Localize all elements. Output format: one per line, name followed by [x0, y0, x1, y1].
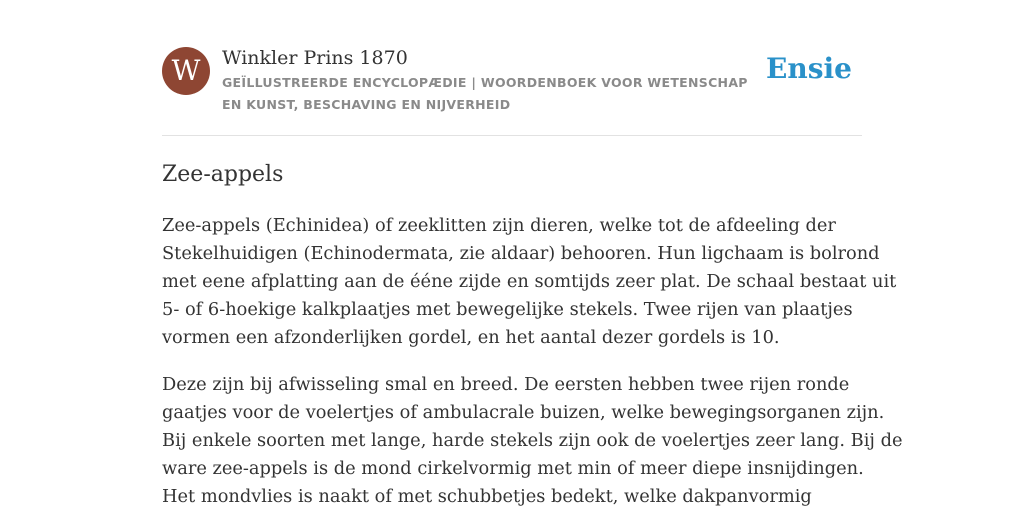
text-line: vormen een afzonderlijken gordel, en het aantal dezer gordels is 10. [162, 327, 780, 348]
header-divider [162, 135, 862, 136]
paragraph-1 [162, 212, 897, 352]
text-line: gaatjes voor de voelertjes of ambulacrale buizen, welke bewegingsorganen zijn. [162, 402, 885, 423]
text-line: met eene afplatting aan de ééne zijde en somtijds zeer plat. De schaal bestaat uit [162, 271, 897, 292]
text-line: Het mondvlies is naakt of met schubbetjes bedekt, welke dakpanvormig [162, 486, 812, 507]
site-subtitle: GEÏLLUSTREERDE ENCYCLOPÆDIE | WOORDENBOEK VOOR WETENSCHAP EN KUNST, BESCHAVING EN NIJVERHEID [222, 75, 748, 112]
text-line: Zee-appels (Echinidea) of zeeklitten zijn dieren, welke tot de afdeeling der [162, 215, 836, 236]
text-line: ware zee-appels is de mond cirkelvormig met min of meer diepe insnijdingen. [162, 458, 864, 479]
ensie-logo[interactable]: Ensie [766, 52, 852, 85]
text-line: Stekelhuidigen (Echinodermata, zie aldaar) behooren. Hun ligchaam is bolrond [162, 243, 880, 264]
text-line: Deze zijn bij afwisseling smal en breed. De eersten hebben twee rijen ronde [162, 374, 850, 395]
site-title[interactable]: Winkler Prins 1870 [222, 47, 408, 69]
text-line: 5- of 6-hoekige kalkplaatjes met bewegelijke stekels. Twee rijen van plaatjes [162, 299, 853, 320]
article-body [162, 212, 903, 530]
text-line: Bij enkele soorten met lange, harde stekels zijn ook de voelertjes zeer lang. Bij de [162, 430, 903, 451]
article-title: Zee-appels [162, 162, 284, 187]
paragraph-2 [162, 371, 903, 511]
site-avatar: W [162, 47, 210, 95]
